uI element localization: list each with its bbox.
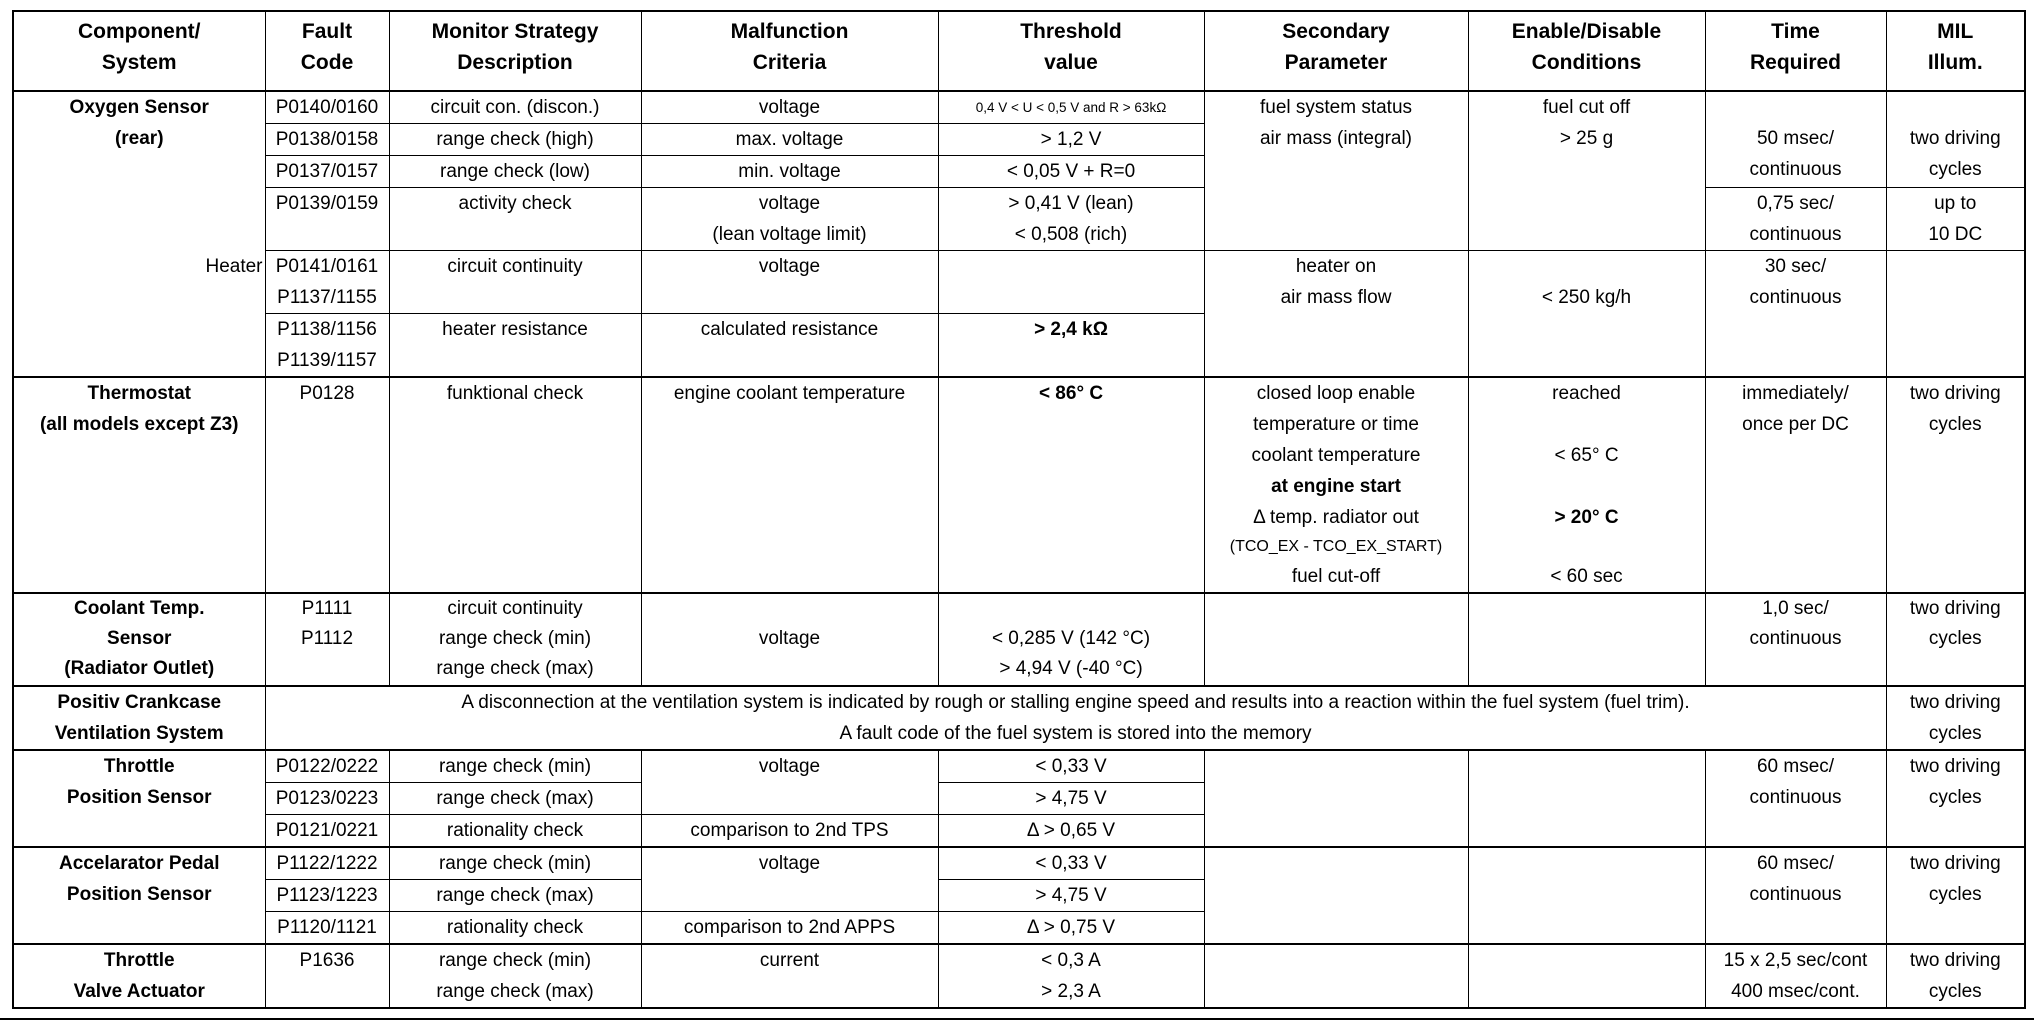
mil-illumination: two driving cycles (1886, 91, 2025, 188)
malfunction-criteria: current (641, 944, 938, 1008)
threshold-value: Δ > 0,75 V (938, 912, 1204, 945)
component-coolant-temp-sensor: Coolant Temp. Sensor (Radiator Outlet) (13, 593, 265, 686)
monitor-description: range check (max) (389, 783, 641, 815)
mil-illumination: two driving cycles (1886, 750, 2025, 847)
threshold-value: > 4,75 V (938, 880, 1204, 912)
fault-code: P0123/0223 (265, 783, 389, 815)
threshold-value: 0,4 V < U < 0,5 V and R > 63kΩ (938, 91, 1204, 124)
fault-code: P0141/0161 P1137/1155 (265, 251, 389, 314)
header-secondary-parameter: Secondary Parameter (1204, 11, 1468, 91)
table-row (13, 251, 2025, 314)
fault-code: P0140/0160 (265, 91, 389, 124)
pcv-description: A disconnection at the ventilation system is indicated by rough or stalling engine speed and results into a reaction within the fuel system (fuel trim). A fault code of the fuel system is stored into the memory (265, 686, 1886, 750)
threshold-value: > 0,41 V (lean) < 0,508 (rich) (938, 188, 1204, 251)
secondary-parameter (1204, 847, 1468, 944)
monitor-description: circuit continuity range check (min) range check (max) (389, 593, 641, 686)
header-component: Component/ System (13, 11, 265, 91)
mil-illumination: up to 10 DC (1886, 188, 2025, 251)
component-throttle-position-sensor: Throttle Position Sensor (13, 750, 265, 847)
monitor-description: activity check (389, 188, 641, 251)
mil-illumination: two driving cycles (1886, 593, 2025, 686)
mil-illumination (1886, 251, 2025, 378)
header-enable-disable: Enable/Disable Conditions (1468, 11, 1705, 91)
table-row (13, 593, 2025, 686)
malfunction-criteria: comparison to 2nd TPS (641, 815, 938, 848)
threshold-value: < 0,33 V (938, 847, 1204, 880)
table-row (13, 91, 2025, 124)
time-required: 30 sec/ continuous (1705, 251, 1886, 378)
monitor-description: heater resistance (389, 314, 641, 378)
obd-monitor-table-sheet (12, 10, 2024, 1016)
monitor-description: circuit con. (discon.) (389, 91, 641, 124)
monitor-description: funktional check (389, 377, 641, 593)
threshold-value: < 86° C (938, 377, 1204, 593)
time-required: 1,0 sec/ continuous (1705, 593, 1886, 686)
enable-conditions (1468, 593, 1705, 686)
fault-code: P0137/0157 (265, 156, 389, 188)
time-required: immediately/ once per DC (1705, 377, 1886, 593)
table-row (13, 188, 2025, 251)
mil-illumination: two driving cycles (1886, 377, 2025, 593)
enable-conditions: reached < 65° C > 20° C < 60 sec (1468, 377, 1705, 593)
monitor-description: circuit continuity (389, 251, 641, 314)
monitor-description: rationality check (389, 815, 641, 848)
enable-conditions (1468, 750, 1705, 847)
fault-code: P0139/0159 (265, 188, 389, 251)
malfunction-criteria: voltage (641, 91, 938, 124)
time-required: 50 msec/ continuous (1705, 91, 1886, 188)
secondary-parameter (1204, 944, 1468, 1008)
enable-conditions: fuel cut off > 25 g (1468, 91, 1705, 251)
component-pcv-system: Positiv Crankcase Ventilation System (13, 686, 265, 750)
malfunction-criteria: voltage (641, 251, 938, 314)
fault-code: P1122/1222 (265, 847, 389, 880)
table-row (13, 750, 2025, 783)
component-thermostat: Thermostat (all models except Z3) (13, 377, 265, 593)
monitor-description: rationality check (389, 912, 641, 945)
secondary-parameter: fuel system status air mass (integral) (1204, 91, 1468, 251)
fault-code: P0121/0221 (265, 815, 389, 848)
fault-code: P1123/1223 (265, 880, 389, 912)
threshold-value: Δ > 0,65 V (938, 815, 1204, 848)
header-threshold: Threshold value (938, 11, 1204, 91)
fault-code: P0128 (265, 377, 389, 593)
monitor-description: range check (min) (389, 847, 641, 880)
secondary-parameter (1204, 750, 1468, 847)
malfunction-criteria: voltage (641, 750, 938, 815)
monitor-description: range check (low) (389, 156, 641, 188)
enable-conditions (1468, 847, 1705, 944)
table-row (13, 944, 2025, 1008)
malfunction-criteria: voltage (641, 847, 938, 912)
mil-illumination: two driving cycles (1886, 944, 2025, 1008)
monitor-table (12, 10, 2026, 1009)
malfunction-criteria: voltage (lean voltage limit) (641, 188, 938, 251)
monitor-description: range check (min) range check (max) (389, 944, 641, 1008)
enable-conditions (1468, 944, 1705, 1008)
threshold-value: > 1,2 V (938, 124, 1204, 156)
header-malfunction-criteria: Malfunction Criteria (641, 11, 938, 91)
threshold-value: < 0,05 V + R=0 (938, 156, 1204, 188)
component-heater-label: Heater (13, 251, 265, 378)
table-row (13, 847, 2025, 880)
malfunction-criteria: min. voltage (641, 156, 938, 188)
malfunction-criteria: engine coolant temperature (641, 377, 938, 593)
mil-illumination: two driving cycles (1886, 847, 2025, 944)
component-throttle-valve-actuator: Throttle Valve Actuator (13, 944, 265, 1008)
header-mil: MIL Illum. (1886, 11, 2025, 91)
fault-code: P1111 P1112 (265, 593, 389, 686)
mil-illumination: two driving cycles (1886, 686, 2025, 750)
threshold-value: > 4,75 V (938, 783, 1204, 815)
fault-code: P0122/0222 (265, 750, 389, 783)
time-required: 0,75 sec/ continuous (1705, 188, 1886, 251)
secondary-parameter (1204, 593, 1468, 686)
fault-code: P1138/1156 P1139/1157 (265, 314, 389, 378)
threshold-value: < 0,3 A > 2,3 A (938, 944, 1204, 1008)
time-required: 60 msec/ continuous (1705, 750, 1886, 847)
threshold-value: < 0,285 V (142 °C) > 4,94 V (-40 °C) (938, 593, 1204, 686)
table-row (13, 686, 2025, 750)
time-required: 15 x 2,5 sec/cont 400 msec/cont. (1705, 944, 1886, 1008)
fault-code: P1636 (265, 944, 389, 1008)
threshold-value: > 2,4 kΩ (938, 314, 1204, 378)
malfunction-criteria: voltage (641, 593, 938, 686)
page-bottom-rule (0, 1018, 2034, 1020)
component-accelerator-pedal-sensor: Accelarator Pedal Position Sensor (13, 847, 265, 944)
fault-code: P0138/0158 (265, 124, 389, 156)
header-monitor-strategy: Monitor Strategy Description (389, 11, 641, 91)
threshold-value: < 0,33 V (938, 750, 1204, 783)
secondary-parameter: closed loop enable temperature or time coolant temperature at engine start Δ temp. radiator out (TCO_EX - TCO_EX_START) fuel cut-off (1204, 377, 1468, 593)
monitor-description: range check (high) (389, 124, 641, 156)
monitor-description: range check (max) (389, 880, 641, 912)
header-time-required: Time Required (1705, 11, 1886, 91)
header-fault-code: Fault Code (265, 11, 389, 91)
enable-conditions: < 250 kg/h (1468, 251, 1705, 378)
malfunction-criteria: calculated resistance (641, 314, 938, 378)
component-oxygen-sensor: Oxygen Sensor (rear) (13, 91, 265, 251)
table-row (13, 377, 2025, 593)
malfunction-criteria: comparison to 2nd APPS (641, 912, 938, 945)
monitor-description: range check (min) (389, 750, 641, 783)
time-required: 60 msec/ continuous (1705, 847, 1886, 944)
threshold-value (938, 251, 1204, 314)
fault-code: P1120/1121 (265, 912, 389, 945)
header-row (13, 11, 2025, 91)
malfunction-criteria: max. voltage (641, 124, 938, 156)
secondary-parameter: heater on air mass flow (1204, 251, 1468, 378)
